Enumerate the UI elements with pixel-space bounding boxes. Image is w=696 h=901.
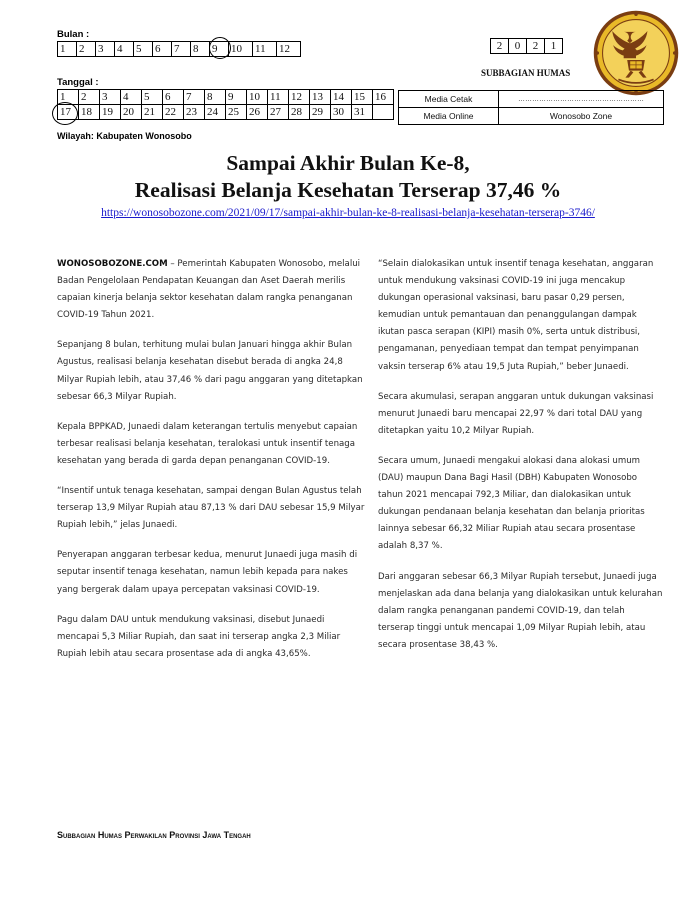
tanggal-cell: 4 xyxy=(121,90,142,105)
tanggal-cell-selected: 17 xyxy=(58,105,79,120)
tanggal-cell: 23 xyxy=(184,105,205,120)
bulan-cell-selected: 9 xyxy=(210,42,229,57)
tanggal-cell: 27 xyxy=(268,105,289,120)
tanggal-cell: 11 xyxy=(268,90,289,105)
tanggal-cell: 14 xyxy=(331,90,352,105)
article-paragraph: Kepala BPPKAD, Junaedi dalam keterangan tertulis menyebut capaian terbesar realisasi belanja kesehatan, teralokasi untuk insentif tenaga kesehatan yang berada di garda depan penanganan COVID-19. xyxy=(57,421,358,466)
tanggal-cell: 19 xyxy=(100,105,121,120)
tanggal-cell: 1 xyxy=(58,90,79,105)
garuda-seal-icon xyxy=(592,9,680,97)
bulan-cell: 8 xyxy=(191,42,210,57)
article-paragraph: Secara umum, Junaedi mengakui alokasi dana alokasi umum (DAU) maupun Dana Bagi Hasil (DBH) Kabupaten Wonosobo tahun 2021 mencapai 792,3 Miliar, dan dialokasikan untuk dukungan pendanaan belanja kesehatan dan belanja prioritas lainnya sebesar 66,32 Miliar Rupiah atau secara prosentase adalah 8,37 %. xyxy=(378,455,645,552)
year-digit: 2 xyxy=(527,39,545,54)
headline-line-2: Realisasi Belanja Kesehatan Terserap 37,46 % xyxy=(134,178,562,202)
media-online-value: Wonosobo Zone xyxy=(499,108,664,125)
tanggal-cell: 3 xyxy=(100,90,121,105)
media-online-label: Media Online xyxy=(399,108,499,125)
tanggal-cell: 6 xyxy=(163,90,184,105)
headline-line-1: Sampai Akhir Bulan Ke-8, xyxy=(226,151,470,175)
tanggal-grid xyxy=(57,89,394,120)
article-headline xyxy=(40,150,656,204)
tanggal-cell: 2 xyxy=(79,90,100,105)
tanggal-cell: 8 xyxy=(205,90,226,105)
wilayah-label: Wilayah: Kabupaten Wonosobo xyxy=(57,131,192,141)
tanggal-cell: 13 xyxy=(310,90,331,105)
media-cetak-label: Media Cetak xyxy=(399,91,499,108)
tanggal-label: Tanggal : xyxy=(57,77,99,88)
bulan-cell: 1 xyxy=(58,42,77,57)
tanggal-cell: 30 xyxy=(331,105,352,120)
article-paragraph: Pagu dalam DAU untuk mendukung vaksinasi, disebut Junaedi mencapai 5,3 Miliar Rupiah, dan saat ini terserap angka 2,3 Miliar Rupiah lebih atau secara prosentase ada di angka 43,65%. xyxy=(57,614,341,659)
tanggal-cell: 21 xyxy=(142,105,163,120)
tanggal-cell: 10 xyxy=(247,90,268,105)
footer-label: Subbagian Humas Perwakilan Provinsi Jawa Tengah xyxy=(57,830,251,840)
bulan-cell: 12 xyxy=(277,42,301,57)
article-paragraph: Sepanjang 8 bulan, terhitung mulai bulan Januari hingga akhir Bulan Agustus, realisasi belanja kesehatan disebut berada di angka 24,8 Milyar Rupiah lebih, atau 37,46 % dari pagu anggaran yang ditetapkan sebesar 66,3 Milyar Rupiah. xyxy=(57,340,363,402)
bulan-cell: 10 xyxy=(229,42,253,57)
tanggal-cell: 16 xyxy=(373,90,394,105)
tanggal-cell: 25 xyxy=(226,105,247,120)
bulan-cell: 5 xyxy=(134,42,153,57)
article-paragraph: Penyerapan anggaran terbesar kedua, menurut Junaedi juga masih di seputar insentif tenaga kesehatan, namun lebih kepada para nakes yang bergerak dalam upaya percepatan vaksinasi COVID-19. xyxy=(57,550,358,595)
media-table xyxy=(398,90,664,125)
tanggal-cell: 5 xyxy=(142,90,163,105)
year-digit: 0 xyxy=(509,39,527,54)
article-paragraph xyxy=(57,256,367,324)
tanggal-cell: 15 xyxy=(352,90,373,105)
tanggal-cell: 9 xyxy=(226,90,247,105)
tanggal-cell: 29 xyxy=(310,105,331,120)
bulan-cell: 2 xyxy=(77,42,96,57)
tanggal-cell: 31 xyxy=(352,105,373,120)
tanggal-cell-empty xyxy=(373,105,394,120)
bulan-grid xyxy=(57,41,301,57)
year-digit: 2 xyxy=(491,39,509,54)
unit-label: SUBBAGIAN HUMAS xyxy=(481,68,571,78)
bulan-cell: 6 xyxy=(153,42,172,57)
article-column-left xyxy=(57,256,367,676)
tanggal-cell: 18 xyxy=(79,105,100,120)
bulan-label: Bulan : xyxy=(57,29,90,40)
media-cetak-value: ……………………………………………… xyxy=(499,91,664,108)
bulan-cell: 4 xyxy=(115,42,134,57)
lead-text: – Pemerintah Kabupaten Wonosobo, melalui Badan Pengelolaan Pendapatan Keuangan dan Aset Daerah merilis capaian kinerja belanja sektor kesehatan dalam rangka penanganan COVID-19 Tahun 2021. xyxy=(57,259,361,321)
article-column-right xyxy=(378,256,663,667)
bulan-cell: 7 xyxy=(172,42,191,57)
article-paragraph: “Selain dialokasikan untuk insentif tenaga kesehatan, anggaran untuk mendukung vaksinasi COVID-19 ini juga mencakup dukungan operasional vaksinasi, baru pasar 0,29 persen, kemudian untuk pemantauan dan penanggulangan dampak ikutan pasca serapan (KIPI) masih 0%, serta untuk distribusi, pengamanan, penyediaan tempat dan tempat penyimpanan vaksin terserap 6% atau 19,5 Juta Rupiah,” beber Junaedi. xyxy=(378,259,654,372)
tanggal-cell: 7 xyxy=(184,90,205,105)
year-grid xyxy=(490,38,563,54)
bulan-cell: 11 xyxy=(253,42,277,57)
source-brand: WONOSOBOZONE.COM xyxy=(57,259,168,269)
tanggal-cell: 12 xyxy=(289,90,310,105)
tanggal-cell: 20 xyxy=(121,105,142,120)
article-source-link[interactable]: https://wonosobozone.com/2021/09/17/sampai-akhir-bulan-ke-8-realisasi-belanja-kesehatan-terserap-3746/ xyxy=(101,207,595,219)
tanggal-cell: 26 xyxy=(247,105,268,120)
tanggal-cell: 28 xyxy=(289,105,310,120)
year-digit: 1 xyxy=(545,39,563,54)
article-paragraph: Secara akumulasi, serapan anggaran untuk dukungan vaksinasi menurut Junaedi baru mencapai 22,97 % dari total DAU yang ditetapkan yaitu 10,2 Milyar Rupiah. xyxy=(378,391,654,436)
tanggal-cell: 22 xyxy=(163,105,184,120)
article-paragraph: Dari anggaran sebesar 66,3 Milyar Rupiah tersebut, Junaedi juga menjelaskan ada dana belanja yang dialokasikan untuk kelurahan dalam rangka penanganan pandemi COVID-19, dan telah terserap tinggi untuk mencapai 1,09 Milyar Rupiah lebih, atau secara prosentase 38,43 %. xyxy=(378,571,663,650)
tanggal-cell: 24 xyxy=(205,105,226,120)
bulan-cell: 3 xyxy=(96,42,115,57)
article-paragraph: “Insentif untuk tenaga kesehatan, sampai dengan Bulan Agustus telah terserap 13,9 Milyar Rupiah atau 87,13 % dari DAU sebesar 15,9 Milyar Rupiah lebih,” jelas Junaedi. xyxy=(57,486,365,531)
